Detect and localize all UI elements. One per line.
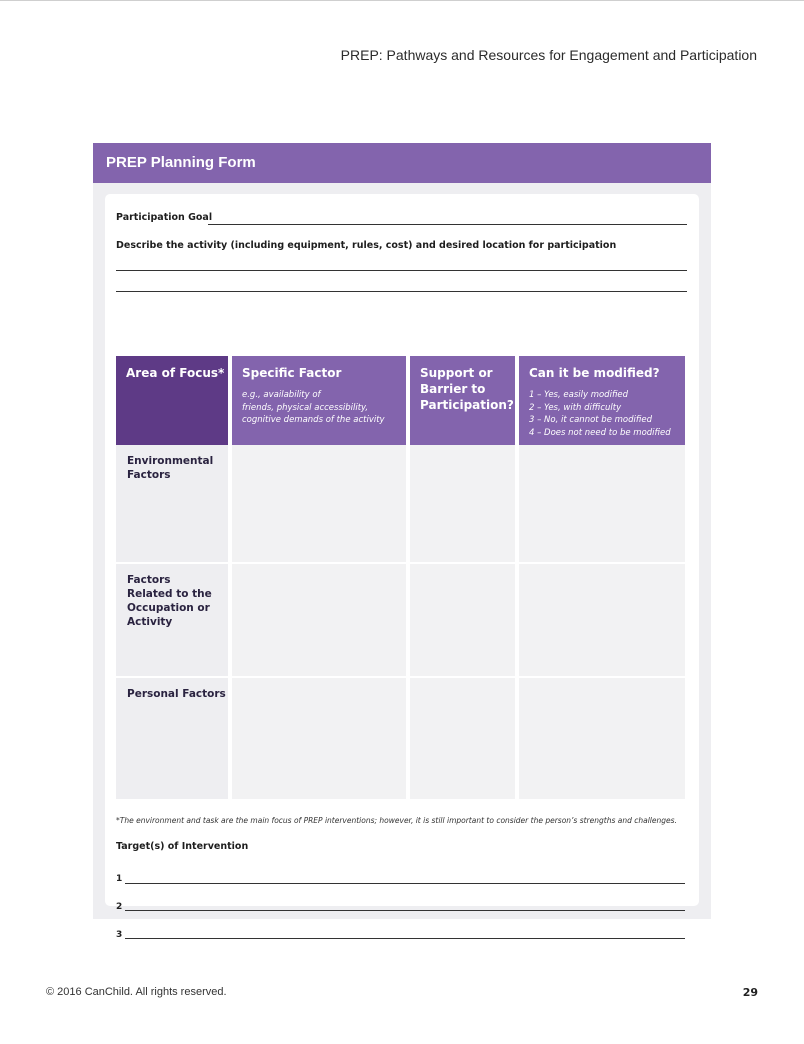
header-can-it-be-modified-title (529, 365, 660, 381)
header-modification-scale (529, 389, 671, 439)
row-label-occupation-activity (116, 564, 228, 676)
describe-activity-line-2[interactable] (116, 291, 687, 292)
planning-form-panel (93, 143, 711, 940)
header-title-line: Participation? (420, 398, 514, 412)
row-label-personal (116, 678, 228, 799)
row-label-line: Occupation or (127, 602, 210, 614)
target-number-2: 2 (116, 902, 123, 912)
cell-environmental-support-barrier[interactable] (410, 445, 515, 562)
target-number-3: 3 (116, 930, 123, 940)
header-support-or-barrier-title (420, 365, 514, 413)
row-label-line: Factors (127, 574, 171, 586)
cell-environmental-modified[interactable] (519, 445, 685, 562)
footnote: *The environment and task are the main focus of PREP interventions; however, it is still important to consider the person’s strengths and challenges. (116, 816, 677, 825)
cell-personal-specific-factor[interactable] (232, 678, 406, 799)
row-label-line: Environmental (127, 455, 214, 467)
cell-occupation-specific-factor[interactable] (232, 564, 406, 676)
row-label-line: Activity (127, 616, 173, 628)
cell-occupation-support-barrier[interactable] (410, 564, 515, 676)
cell-occupation-modified[interactable] (519, 564, 685, 676)
header-sub-line: 2 – Yes, with difficulty (529, 402, 622, 413)
header-specific-factor-title (242, 365, 341, 381)
header-specific-factor (232, 356, 406, 445)
header-support-or-barrier (410, 356, 515, 445)
header-specific-factor-examples (242, 389, 385, 427)
top-rule (0, 0, 804, 1)
header-sub-line: friends, physical accessibility, (242, 402, 369, 413)
running-header: PREP: Pathways and Resources for Engagement and Participation (340, 47, 757, 63)
row-label-line: Related to the (127, 588, 212, 600)
cell-personal-support-barrier[interactable] (410, 678, 515, 799)
header-area-of-focus (116, 356, 228, 445)
target-number-1: 1 (116, 874, 123, 884)
header-sub-line: 1 – Yes, easily modified (529, 390, 629, 400)
page-number: 29 (742, 986, 758, 999)
participation-goal-label: Participation Goal (116, 212, 213, 223)
describe-activity-label: Describe the activity (including equipment, rules, cost) and desired location for participation (116, 240, 617, 251)
form-card (105, 194, 699, 940)
header-title-line: Can it be modified? (529, 366, 660, 380)
copyright-notice: © 2016 CanChild. All rights reserved. (46, 986, 227, 998)
header-can-it-be-modified (519, 356, 685, 445)
participation-goal-field[interactable] (208, 224, 687, 225)
header-sub-line: 3 – No, it cannot be modified (529, 415, 652, 425)
header-title-line: Specific Factor (242, 366, 342, 380)
header-area-of-focus-title (126, 365, 224, 381)
row-label-environmental (116, 445, 228, 562)
form-header-bar (93, 143, 711, 183)
header-title-line: Barrier to (420, 382, 486, 396)
header-title-line: Area of Focus* (126, 366, 225, 380)
targets-label: Target(s) of Intervention (116, 841, 249, 852)
header-sub-line: e.g., availability of (242, 390, 321, 400)
target-line-2[interactable] (125, 910, 685, 911)
describe-activity-line-1[interactable] (116, 270, 687, 271)
cell-environmental-specific-factor[interactable] (232, 445, 406, 562)
header-sub-line: cognitive demands of the activity (242, 415, 385, 425)
header-title-line: Support or (420, 366, 493, 380)
cell-personal-modified[interactable] (519, 678, 685, 799)
row-label-line: Personal Factors (127, 688, 226, 700)
form-title: PREP Planning Form (106, 154, 256, 171)
target-line-3[interactable] (125, 938, 685, 939)
header-sub-line: 4 – Does not need to be modified (529, 427, 671, 438)
target-line-1[interactable] (125, 883, 685, 884)
row-label-line: Factors (127, 469, 171, 481)
